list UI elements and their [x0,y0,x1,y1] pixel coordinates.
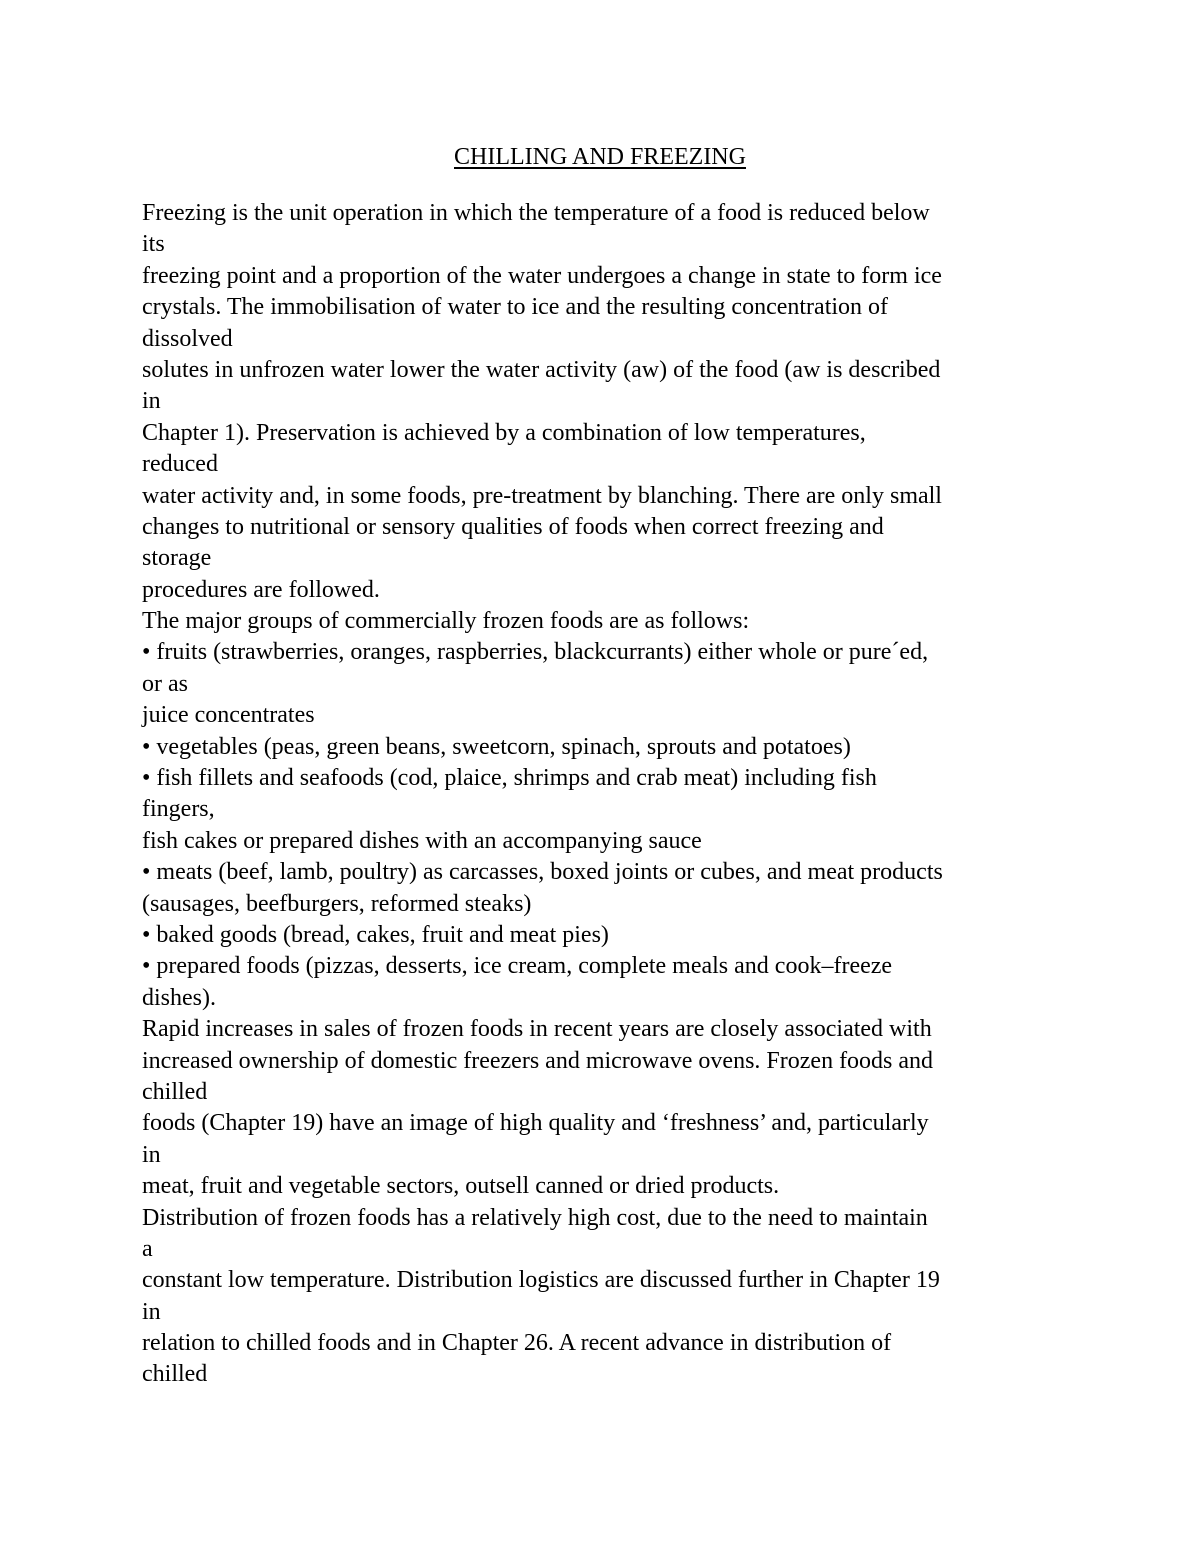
text-line: in [142,1298,161,1325]
list-item: • prepared foods (pizzas, desserts, ice cream, complete meals and cook–freeze [142,953,893,980]
text-line: dishes). [142,984,216,1011]
text-line: relation to chilled foods and in Chapter 26. A recent advance in distribution of [142,1330,892,1357]
document-title: CHILLING AND FREEZING [454,144,746,170]
text-line: fish cakes or prepared dishes with an accompanying sauce [142,827,702,854]
text-line: Distribution of frozen foods has a relatively high cost, due to the need to maintain [142,1204,928,1231]
text-line: crystals. The immobilisation of water to ice and the resulting concentration of [142,294,889,321]
text-line: dissolved [142,325,233,352]
text-line: water activity and, in some foods, pre-treatment by blanching. There are only small [142,482,942,509]
document-body [142,198,1072,1391]
list-item: • vegetables (peas, green beans, sweetcorn, spinach, sprouts and potatoes) [142,733,851,760]
text-line: fingers, [142,796,215,823]
text-line: in [142,1141,161,1168]
text-line: changes to nutritional or sensory qualities of foods when correct freezing and [142,513,884,540]
text-line: reduced [142,451,218,478]
text-line: (sausages, beefburgers, reformed steaks) [142,890,532,917]
text-line: foods (Chapter 19) have an image of high quality and ‘freshness’ and, particularly [142,1110,929,1137]
text-line: Chapter 1). Preservation is achieved by a combination of low temperatures, [142,419,866,446]
text-line: Rapid increases in sales of frozen foods in recent years are closely associated with [142,1016,932,1043]
text-line: constant low temperature. Distribution logistics are discussed further in Chapter 19 [142,1267,940,1294]
text-line: meat, fruit and vegetable sectors, outsell canned or dried products. [142,1173,780,1200]
text-line: Freezing is the unit operation in which the temperature of a food is reduced below [142,200,930,226]
text-line: increased ownership of domestic freezers and microwave ovens. Frozen foods and [142,1047,934,1074]
text-line: juice concentrates [142,702,315,729]
text-line: a [142,1235,153,1262]
text-line: procedures are followed. [142,576,380,603]
text-line: storage [142,545,212,572]
text-line: freezing point and a proportion of the water undergoes a change in state to form ice [142,262,942,289]
text-line: in [142,388,161,415]
list-item: • meats (beef, lamb, poultry) as carcasses, boxed joints or cubes, and meat products [142,859,943,886]
text-line: its [142,231,165,258]
list-item: • fish fillets and seafoods (cod, plaice, shrimps and crab meat) including fish [142,765,877,792]
list-item: • fruits (strawberries, oranges, raspberries, blackcurrants) either whole or pure´ed, [142,639,929,666]
text-line: The major groups of commercially frozen foods are as follows: [142,608,750,635]
text-line: or as [142,670,188,697]
list-item: • baked goods (bread, cakes, fruit and meat pies) [142,921,609,948]
text-line: solutes in unfrozen water lower the water activity (aw) of the food (aw is described [142,356,941,383]
text-line: chilled [142,1078,208,1105]
text-line: chilled [142,1361,208,1388]
